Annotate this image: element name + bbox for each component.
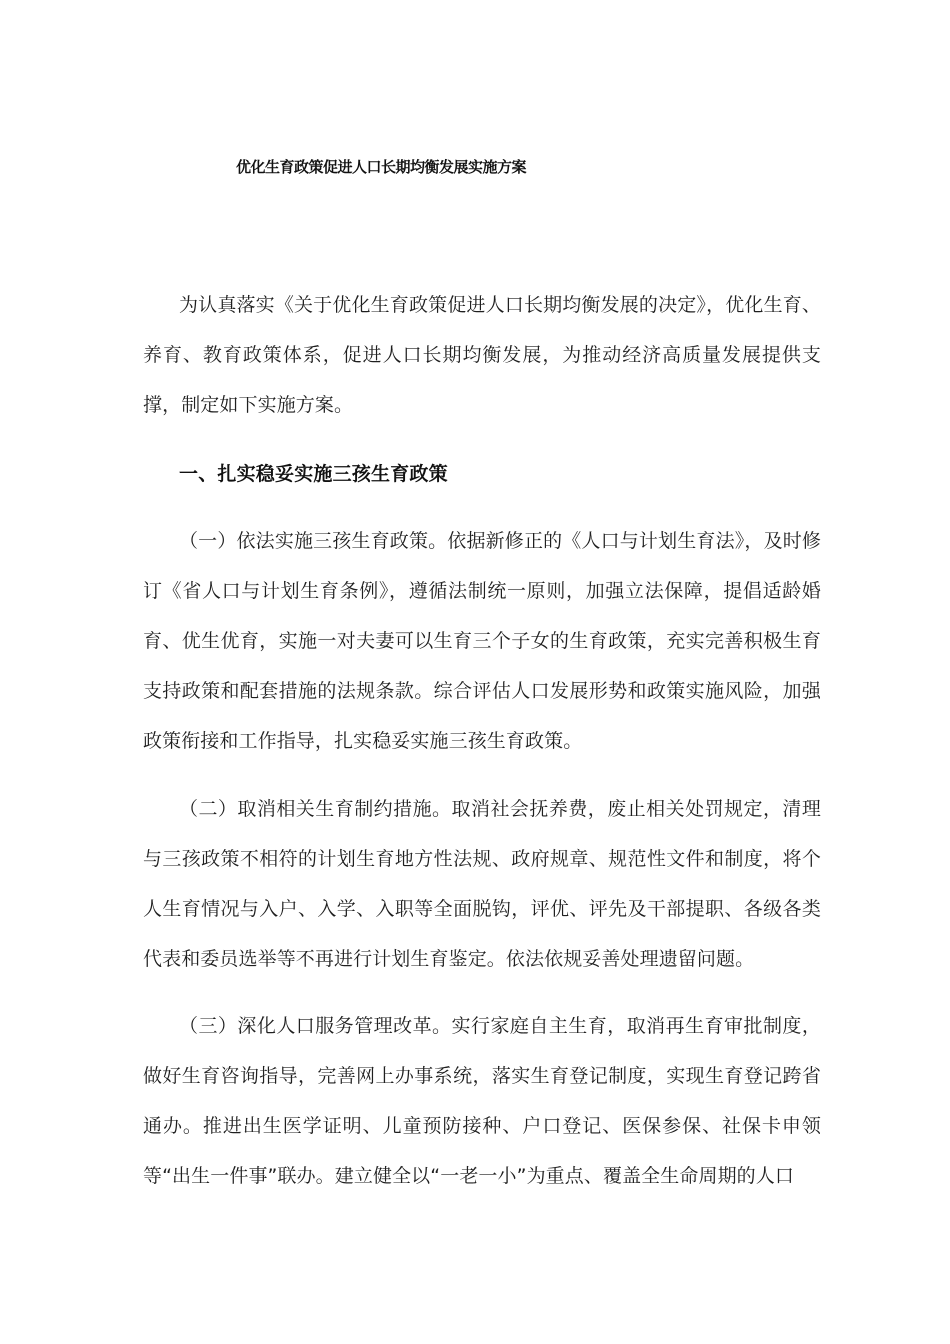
paragraph-2: （二）取消相关生育制约措施。取消社会抚养费，废止相关处罚规定，清理与三孩政策不相符的计划生育地方性法规、政府规章、规范性文件和制度，将个人生育情况与入户、入学、入职等全面脱钩，评优、评先及干部提职、各级各类代表和委员选举等不再进行计划生育鉴定。依法依规妥善处理遗留问题。 [143, 798, 821, 970]
intro-paragraph: 为认真落实《关于优化生育政策促进人口长期均衡发展的决定》，优化生育、养育、教育政策体系，促进人口长期均衡发展，为推动经济高质量发展提供支撑，制定如下实施方案。 [143, 294, 821, 416]
paragraph-3: （三）深化人口服务管理改革。实行家庭自主生育，取消再生育审批制度，做好生育咨询指导，完善网上办事系统，落实生育登记制度，实现生育登记跨省通办。推进出生医学证明、儿童预防接种、户口登记、医保参保、社保卡申领等“出生一件事”联办。建立健全以“一老一小”为重点、覆盖全生命周期的人口 [143, 1015, 821, 1187]
section-heading: 一、扎实稳妥实施三孩生育政策 [179, 463, 448, 485]
paragraph-1: （一）依法实施三孩生育政策。依据新修正的《人口与计划生育法》，及时修订《省人口与计划生育条例》，遵循法制统一原则，加强立法保障，提倡适龄婚育、优生优育，实施一对夫妻可以生育三个子女的生育政策，充实完善积极生育支持政策和配套措施的法规条款。综合评估人口发展形势和政策实施风险，加强政策衔接和工作指导，扎实稳妥实施三孩生育政策。 [143, 530, 821, 752]
document-title: 优化生育政策促进人口长期均衡发展实施方案 [236, 158, 527, 176]
